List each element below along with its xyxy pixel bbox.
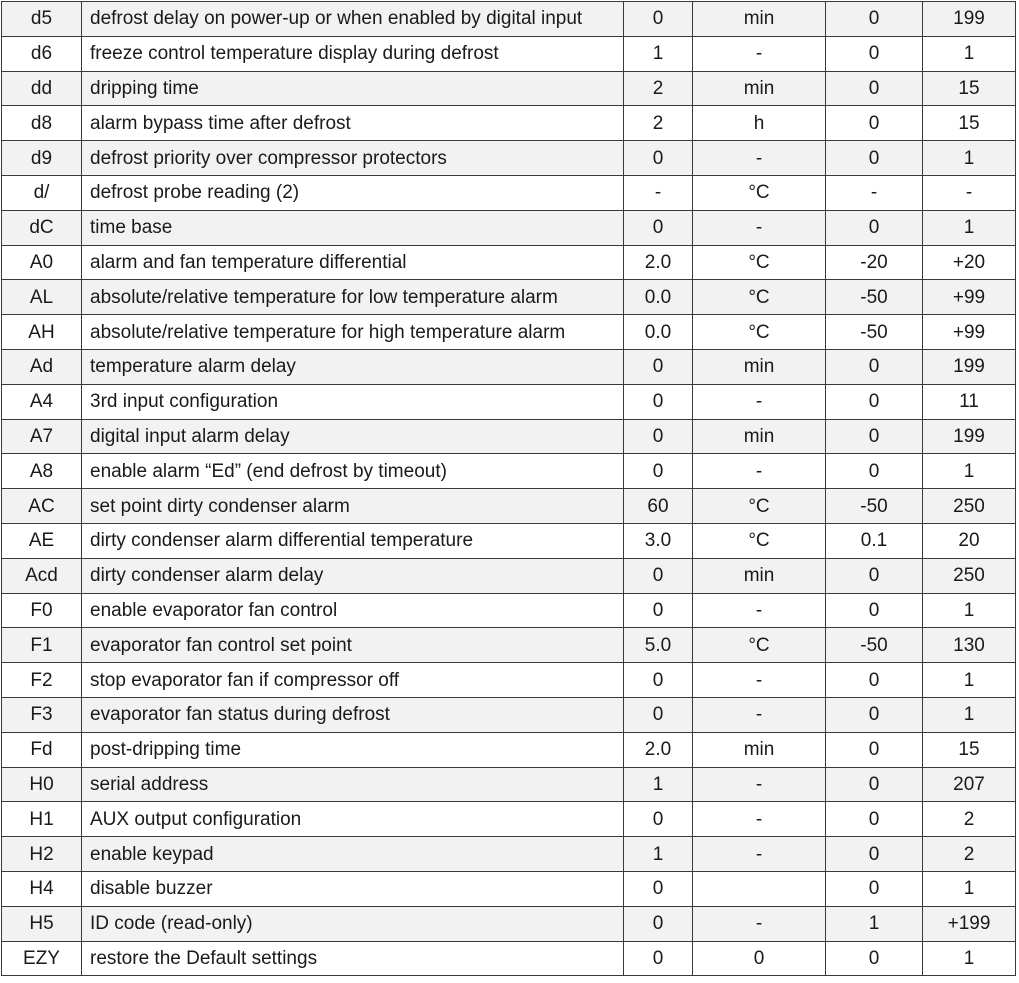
table-row — [2, 245, 1016, 280]
param-description: alarm and fan temperature differential — [82, 245, 624, 280]
table-row — [2, 141, 1016, 176]
param-default: 0 — [624, 663, 693, 698]
table-row — [2, 36, 1016, 71]
param-unit: - — [693, 141, 826, 176]
param-default: 0 — [624, 210, 693, 245]
table-row — [2, 802, 1016, 837]
param-code: d/ — [2, 175, 82, 210]
param-min: 0 — [826, 71, 923, 106]
param-unit: - — [693, 837, 826, 872]
param-description: dirty condenser alarm delay — [82, 558, 624, 593]
param-code: H0 — [2, 767, 82, 802]
param-min: -50 — [826, 628, 923, 663]
param-code: F1 — [2, 628, 82, 663]
param-description: post-dripping time — [82, 732, 624, 767]
param-max: 1 — [923, 454, 1016, 489]
param-default: 0 — [624, 593, 693, 628]
param-unit: - — [693, 593, 826, 628]
param-code: H4 — [2, 871, 82, 906]
param-default: 5.0 — [624, 628, 693, 663]
param-min: 0.1 — [826, 523, 923, 558]
param-code: F3 — [2, 697, 82, 732]
param-default: 0 — [624, 802, 693, 837]
param-code: Ad — [2, 349, 82, 384]
param-unit: °C — [693, 523, 826, 558]
table-row — [2, 593, 1016, 628]
param-description: dripping time — [82, 71, 624, 106]
param-min: -50 — [826, 280, 923, 315]
param-min: -20 — [826, 245, 923, 280]
param-code: H2 — [2, 837, 82, 872]
param-max: 1 — [923, 36, 1016, 71]
param-description: absolute/relative temperature for high temperature alarm — [82, 315, 624, 350]
param-unit: °C — [693, 175, 826, 210]
param-default: 0.0 — [624, 315, 693, 350]
param-default: 0 — [624, 941, 693, 976]
table-row — [2, 419, 1016, 454]
param-min: 0 — [826, 210, 923, 245]
param-default: 0 — [624, 2, 693, 37]
param-unit: - — [693, 36, 826, 71]
param-min: 0 — [826, 732, 923, 767]
param-description: serial address — [82, 767, 624, 802]
param-min: 0 — [826, 384, 923, 419]
param-max: +20 — [923, 245, 1016, 280]
param-max: 1 — [923, 697, 1016, 732]
param-unit: °C — [693, 489, 826, 524]
table-row — [2, 732, 1016, 767]
table-row — [2, 628, 1016, 663]
param-unit: 0 — [693, 941, 826, 976]
table-row — [2, 71, 1016, 106]
param-code: d5 — [2, 2, 82, 37]
table-row — [2, 2, 1016, 37]
param-code: d6 — [2, 36, 82, 71]
param-min: 0 — [826, 558, 923, 593]
param-code: AH — [2, 315, 82, 350]
param-max: 1 — [923, 210, 1016, 245]
param-min: 0 — [826, 941, 923, 976]
param-min: 0 — [826, 697, 923, 732]
table-row — [2, 906, 1016, 941]
param-max: 250 — [923, 558, 1016, 593]
param-description: defrost probe reading (2) — [82, 175, 624, 210]
table-row — [2, 349, 1016, 384]
param-unit — [693, 871, 826, 906]
table-row — [2, 175, 1016, 210]
param-description: defrost priority over compressor protectors — [82, 141, 624, 176]
table-row — [2, 454, 1016, 489]
param-description: digital input alarm delay — [82, 419, 624, 454]
param-description: restore the Default settings — [82, 941, 624, 976]
param-max: 15 — [923, 732, 1016, 767]
param-default: 60 — [624, 489, 693, 524]
param-unit: - — [693, 697, 826, 732]
table-row — [2, 558, 1016, 593]
table-row — [2, 489, 1016, 524]
param-unit: min — [693, 419, 826, 454]
param-unit: - — [693, 802, 826, 837]
param-description: evaporator fan control set point — [82, 628, 624, 663]
param-max: 250 — [923, 489, 1016, 524]
param-unit: - — [693, 384, 826, 419]
param-unit: °C — [693, 245, 826, 280]
param-default: 2.0 — [624, 245, 693, 280]
param-unit: °C — [693, 280, 826, 315]
param-min: 0 — [826, 767, 923, 802]
param-max: 1 — [923, 593, 1016, 628]
table-row — [2, 941, 1016, 976]
param-default: 0 — [624, 141, 693, 176]
param-code: d9 — [2, 141, 82, 176]
param-unit: min — [693, 71, 826, 106]
param-min: 0 — [826, 349, 923, 384]
param-code: F0 — [2, 593, 82, 628]
param-max: 130 — [923, 628, 1016, 663]
param-description: dirty condenser alarm differential temperature — [82, 523, 624, 558]
param-code: AL — [2, 280, 82, 315]
param-max: 20 — [923, 523, 1016, 558]
param-code: d8 — [2, 106, 82, 141]
param-description: ID code (read-only) — [82, 906, 624, 941]
param-max: +99 — [923, 315, 1016, 350]
param-min: 0 — [826, 802, 923, 837]
param-default: 0 — [624, 558, 693, 593]
param-min: 0 — [826, 871, 923, 906]
param-default: 0 — [624, 419, 693, 454]
param-code: A4 — [2, 384, 82, 419]
param-description: defrost delay on power-up or when enabled by digital input — [82, 2, 624, 37]
param-min: -50 — [826, 315, 923, 350]
param-max: - — [923, 175, 1016, 210]
param-default: 1 — [624, 767, 693, 802]
table-row — [2, 106, 1016, 141]
param-description: enable alarm “Ed” (end defrost by timeout) — [82, 454, 624, 489]
parameters-table — [1, 1, 1016, 976]
param-default: 1 — [624, 837, 693, 872]
param-default: 2 — [624, 71, 693, 106]
param-max: 199 — [923, 2, 1016, 37]
param-code: dd — [2, 71, 82, 106]
param-unit: °C — [693, 628, 826, 663]
param-max: +199 — [923, 906, 1016, 941]
param-min: 0 — [826, 419, 923, 454]
table-row — [2, 767, 1016, 802]
param-unit: min — [693, 558, 826, 593]
param-max: 11 — [923, 384, 1016, 419]
param-min: -50 — [826, 489, 923, 524]
param-code: A0 — [2, 245, 82, 280]
param-code: EZY — [2, 941, 82, 976]
table-row — [2, 384, 1016, 419]
param-default: 0 — [624, 349, 693, 384]
param-description: AUX output configuration — [82, 802, 624, 837]
param-default: 0.0 — [624, 280, 693, 315]
param-description: time base — [82, 210, 624, 245]
param-default: 3.0 — [624, 523, 693, 558]
param-min: 0 — [826, 106, 923, 141]
param-unit: min — [693, 732, 826, 767]
param-max: 1 — [923, 871, 1016, 906]
param-unit: - — [693, 210, 826, 245]
param-max: 2 — [923, 802, 1016, 837]
parameters-table-body — [2, 2, 1016, 976]
param-code: AE — [2, 523, 82, 558]
param-max: 15 — [923, 106, 1016, 141]
param-max: 1 — [923, 941, 1016, 976]
table-row — [2, 315, 1016, 350]
table-row — [2, 280, 1016, 315]
param-max: 199 — [923, 419, 1016, 454]
param-description: enable keypad — [82, 837, 624, 872]
param-description: alarm bypass time after defrost — [82, 106, 624, 141]
param-min: 0 — [826, 141, 923, 176]
param-unit: - — [693, 906, 826, 941]
param-description: temperature alarm delay — [82, 349, 624, 384]
param-unit: - — [693, 454, 826, 489]
table-row — [2, 210, 1016, 245]
param-max: +99 — [923, 280, 1016, 315]
param-min: 1 — [826, 906, 923, 941]
param-default: 1 — [624, 36, 693, 71]
table-row — [2, 871, 1016, 906]
param-code: A7 — [2, 419, 82, 454]
param-unit: °C — [693, 315, 826, 350]
table-row — [2, 663, 1016, 698]
param-default: 2.0 — [624, 732, 693, 767]
param-code: H1 — [2, 802, 82, 837]
param-max: 15 — [923, 71, 1016, 106]
param-min: 0 — [826, 2, 923, 37]
table-row — [2, 697, 1016, 732]
param-min: - — [826, 175, 923, 210]
param-code: AC — [2, 489, 82, 524]
param-default: 0 — [624, 906, 693, 941]
param-default: 0 — [624, 871, 693, 906]
param-description: evaporator fan status during defrost — [82, 697, 624, 732]
table-row — [2, 837, 1016, 872]
param-unit: - — [693, 663, 826, 698]
param-description: 3rd input configuration — [82, 384, 624, 419]
param-default: 0 — [624, 384, 693, 419]
param-description: set point dirty condenser alarm — [82, 489, 624, 524]
param-code: A8 — [2, 454, 82, 489]
param-default: 0 — [624, 454, 693, 489]
param-default: - — [624, 175, 693, 210]
param-min: 0 — [826, 593, 923, 628]
param-description: disable buzzer — [82, 871, 624, 906]
param-max: 199 — [923, 349, 1016, 384]
param-unit: min — [693, 349, 826, 384]
param-unit: - — [693, 767, 826, 802]
param-description: enable evaporator fan control — [82, 593, 624, 628]
param-min: 0 — [826, 454, 923, 489]
param-code: Acd — [2, 558, 82, 593]
param-min: 0 — [826, 36, 923, 71]
param-description: absolute/relative temperature for low temperature alarm — [82, 280, 624, 315]
param-min: 0 — [826, 663, 923, 698]
param-max: 2 — [923, 837, 1016, 872]
param-max: 1 — [923, 663, 1016, 698]
param-code: dC — [2, 210, 82, 245]
param-min: 0 — [826, 837, 923, 872]
param-code: F2 — [2, 663, 82, 698]
param-unit: h — [693, 106, 826, 141]
param-default: 2 — [624, 106, 693, 141]
param-description: stop evaporator fan if compressor off — [82, 663, 624, 698]
param-code: H5 — [2, 906, 82, 941]
param-unit: min — [693, 2, 826, 37]
param-max: 207 — [923, 767, 1016, 802]
table-row — [2, 523, 1016, 558]
param-description: freeze control temperature display during defrost — [82, 36, 624, 71]
param-max: 1 — [923, 141, 1016, 176]
param-default: 0 — [624, 697, 693, 732]
param-code: Fd — [2, 732, 82, 767]
